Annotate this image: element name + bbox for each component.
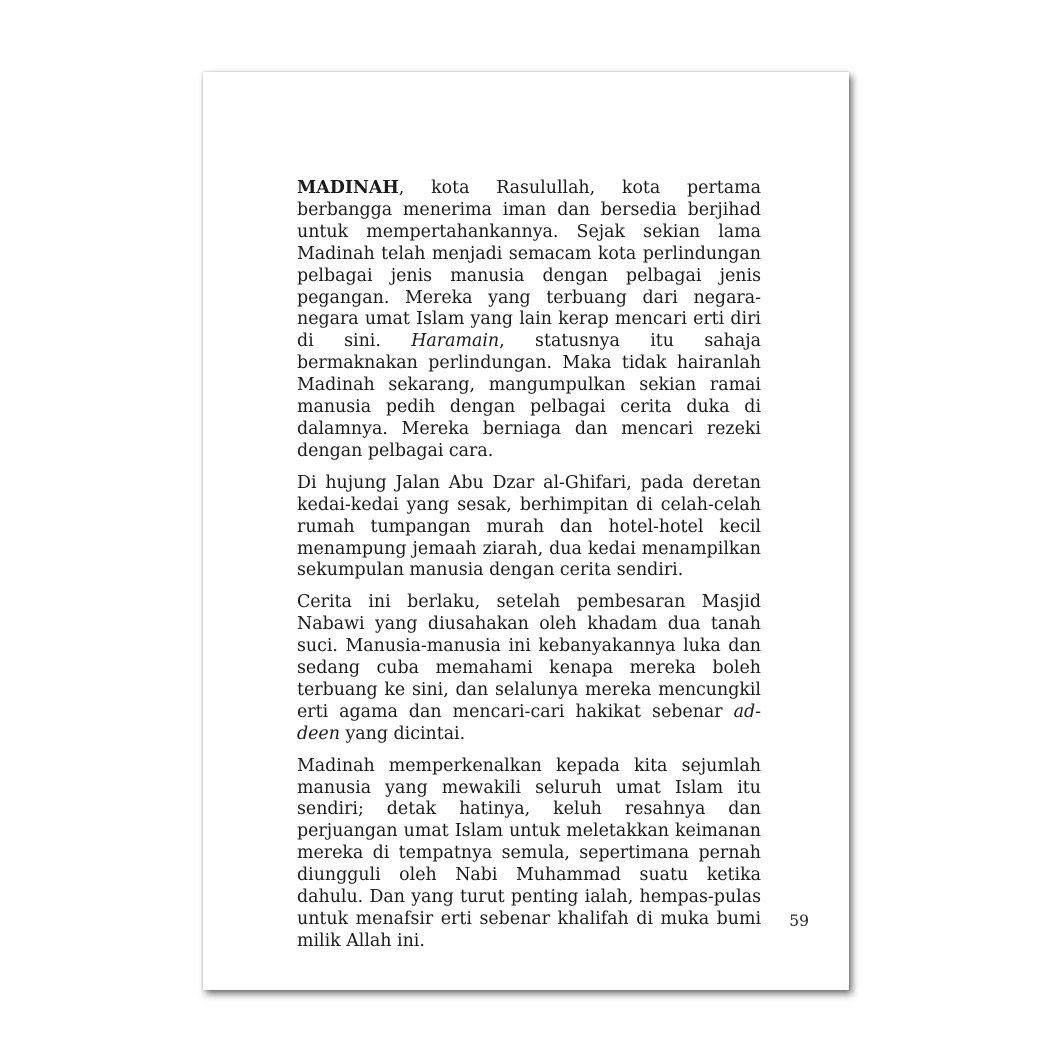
paragraph-1 xyxy=(297,178,761,463)
paragraph-text: Cerita ini berlaku, setelah pembesaran Masjid Nabawi yang diusahakan oleh khadam dua tanah suci. Manusia-manusia ini kebanyakannya luka dan sedang cuba memahami kenapa mereka boleh terbuang ke sini, dan selalunya mereka mencungkil erti agama dan mencari-cari hakikat sebenar xyxy=(297,592,761,722)
paragraph-text: , kota Rasulullah, kota pertama berbangga menerima iman dan bersedia berjihad untuk mempertahankannya. Sejak sekian lama Madinah telah menjadi semacam kota perlindungan pelbagai jenis manusia dengan pelbagai jenis pegangan. Mereka yang terbuang dari negara-negara umat Islam yang lain kerap mencari erti diri di sini. xyxy=(297,178,761,352)
paragraph-4 xyxy=(297,756,761,953)
paragraph-3 xyxy=(297,592,761,745)
paragraph-text: yang dicintai. xyxy=(339,723,466,744)
paragraph-text: Madinah memperkenalkan kepada kita sejumlah manusia yang mewakili seluruh umat Islam itu sendiri; detak hatinya, keluh resahnya dan perjuangan umat Islam untuk meletakkan keimanan mereka di tempatnya semula, sepertimana pernah diungguli oleh Nabi Muhammad suatu ketika dahulu. Dan yang turut penting ialah, hempas-pulas untuk menafsir erti sebenar khalifah di muka bumi milik Allah ini. xyxy=(297,755,761,951)
book-page xyxy=(203,72,849,990)
paragraph-lead-word: MADINAH xyxy=(297,178,399,198)
italic-term: Haramain xyxy=(411,331,500,352)
paragraph-text: Di hujung Jalan Abu Dzar al-Ghifari, pada deretan kedai-kedai yang sesak, berhimpitan di celah-celah rumah tumpangan murah dan hotel-hotel kecil menampung jemaah ziarah, dua kedai menampilkan sekumpulan manusia dengan cerita sendiri. xyxy=(297,472,761,581)
body-text xyxy=(297,178,761,963)
page-number: 59 xyxy=(789,912,809,930)
paragraph-text: , statusnya itu sahaja bermaknakan perlindungan. Maka tidak hairanlah Madinah sekarang, mangumpulkan sekian ramai manusia pedih dengan pelbagai cerita duka di dalamnya. Mereka berniaga dan mencari rezeki dengan pelbagai cara. xyxy=(297,331,761,461)
italic-term: ad-deen xyxy=(297,701,761,744)
paragraph-2 xyxy=(297,473,761,583)
